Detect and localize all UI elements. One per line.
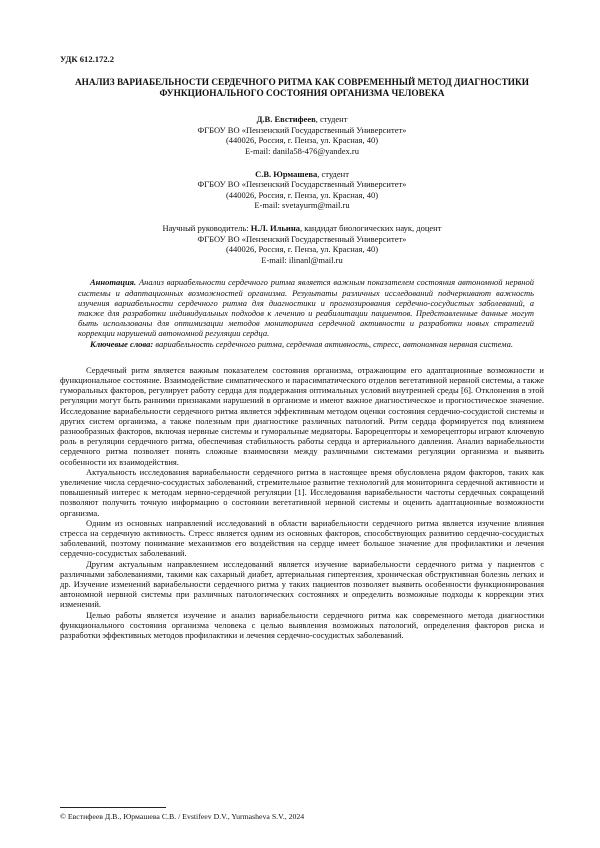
supervisor-prefix: Научный руководитель: (162, 222, 251, 233)
author-block-1 (60, 114, 544, 156)
abstract-text: Анализ вариабельности сердечного ритма является важным показателем состояния автономной нервной системы и адаптационных возможностей организма. Результаты различных исследований подчеркивают важность изучения вариабельности сердечного ритма для диагностики и прогнозирования сердечно-сосудистых заболеваний, а также для разработки индивидуальных подходов к лечению и реабилитации пациентов. Представленные данные могут быть использованы для оптимизации методов мониторинга сердечной активности и разработки новых стратегий коррекции нарушений автономной регуляции сердца. (78, 277, 534, 339)
keywords-text: вариабельность сердечного ритма, сердечная активность, стресс, автономная нервная система. (153, 338, 513, 349)
supervisor-line (60, 223, 544, 234)
supervisor-block (60, 223, 544, 265)
footnote-rule (60, 807, 166, 808)
author-role: , студент (315, 114, 348, 125)
author-line (60, 169, 544, 180)
author-org: ФГБОУ ВО «Пензенский Государственный Университет» (197, 179, 407, 190)
author-address: (440026, Россия, г. Пенза, ул. Красная, 40) (225, 189, 379, 200)
author-name: Д.В. Евстифеев (256, 114, 316, 125)
supervisor-role: , кандидат биологических наук, доцент (299, 222, 442, 233)
author-name: С.В. Юрмашева (255, 168, 318, 179)
body-paragraph: Актуальность исследования вариабельности сердечного ритма в настоящее время обусловлена рядом факторов, таких как увеличение числа сердечно-сосудистых заболеваний, стремительное развитие технологий для мониторинга сердечной активности и повышенный интерес к методам нервно-сердечной регуляции [1]. Исследования вариабельности частоты сердечных сокращений позволяют получить точную информацию о состоянии вегетативной нервной системы и оценить адаптационные возможности организма. (60, 466, 544, 518)
supervisor-address: (440026, Россия, г. Пенза, ул. Красная, 40) (225, 244, 379, 255)
author-address: (440026, Россия, г. Пенза, ул. Красная, 40) (225, 135, 379, 146)
author-role: , студент (317, 168, 349, 179)
supervisor-email: E-mail: ilinanl@mail.ru (261, 254, 343, 265)
udk-code: УДК 612.172.2 (60, 54, 115, 64)
author-org: ФГБОУ ВО «Пензенский Государственный Университет» (197, 124, 407, 135)
body-paragraph: Одним из основных направлений исследований в области вариабельности сердечного ритма является изучение влияния стресса на сердечную активность. Стресс является одним из основных факторов, способствующих развитию сердечно-сосудистых заболеваний, поэтому понимание механизмов его воздействия на сердце имеет большое значение для профилактики и лечения сердечно-сосудистых заболеваний. (60, 517, 544, 559)
author-block-2 (60, 169, 544, 211)
supervisor-org: ФГБОУ ВО «Пензенский Государственный Университет» (197, 233, 407, 244)
author-email: E-mail: svetayurm@mail.ru (254, 200, 350, 211)
copyright-footnote: © Евстифеев Д.В., Юрмашева С.В. / Evstifeev D.V., Yurmasheva S.V., 2024 (60, 812, 305, 821)
paper-title: АНАЛИЗ ВАРИАБЕЛЬНОСТИ СЕРДЕЧНОГО РИТМА КАК СОВРЕМЕННЫЙ МЕТОД ДИАГНОСТИКИ ФУНКЦИОНАЛЬНОГО СОСТОЯНИЯ ОРГАНИЗМА ЧЕЛОВЕКА (74, 78, 530, 100)
supervisor-name: Н.Л. Ильина (250, 222, 300, 233)
body-paragraph: Другим актуальным направлением исследований является изучение вариабельности сердечного ритма у пациентов с различными заболеваниями, такими как сахарный диабет, артериальная гипертензия, хроническая обструктивная болезнь легких и др. Изучение изменений вариабельности сердечного ритма у таких пациентов позволяет выявить особенности функционирования автономной нервной системы при различных патологических состояниях и определить возможные подходы к коррекции этих изменений. (60, 558, 544, 610)
abstract-label: Аннотация. (90, 277, 137, 288)
author-line (60, 114, 544, 125)
body-paragraph: Целью работы является изучение и анализ вариабельности сердечного ритма как современного метода диагностики функционального состояния организма человека с целью выявления возможных патологий, определения факторов риска и разработки эффективных методов профилактики и лечения сердечно-сосудистых заболеваний. (60, 609, 544, 641)
abstract (60, 277, 544, 348)
keywords-label: Ключевые слова: (90, 338, 154, 349)
abstract-paragraph (78, 277, 534, 338)
body-paragraph: Сердечный ритм является важным показателем состояния организма, отражающим его адаптационные возможности и функциональное состояние. Взаимодействие симпатического и парасимпатического отделов вегетативной нервной системы, а также гуморальных факторов, регулирует работу сердца для поддержания оптимальных условий внутренней среды [6]. Отклонения в этой регуляции могут быть ранними признаками нарушений в организме и имеют важное диагностическое и прогностическое значение. Исследование вариабельности сердечного ритма является эффективным методом оценки состояния сердечно-сосудистой системы и других систем организма, а также полезным при диагностике различных патологий. Ритм сердца формируется под влиянием разнообразных факторов, включая нервные системы и гуморальные медиаторы. Барорецепторы и хеморецепторы играют ключевую роль в регуляции сердечного ритма, обеспечивая стабильность работы сердца и артериального давления. Анализ вариабельности сердечного ритма позволяет понять сложные взаимосвязи между различными системами регуляции организма и выявить особенности их взаимодействия. (60, 364, 544, 467)
body-text (60, 365, 544, 640)
author-email: E-mail: danila58-476@yandex.ru (244, 145, 360, 156)
keywords-paragraph (78, 339, 534, 349)
